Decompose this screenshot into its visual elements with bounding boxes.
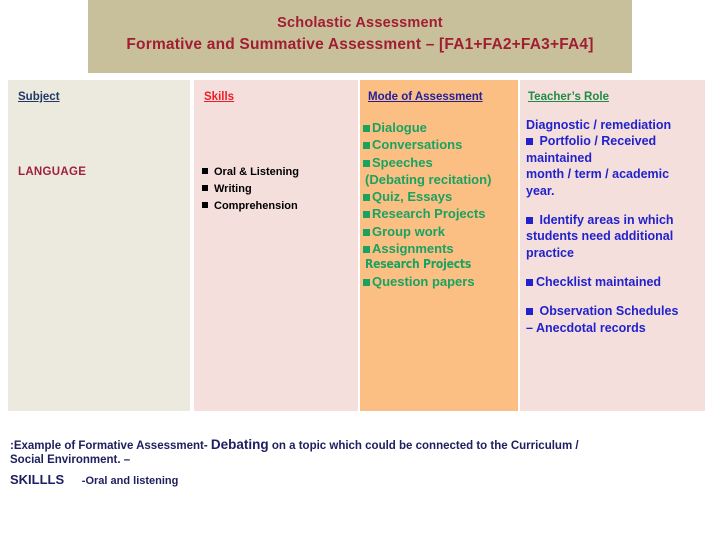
assessment-table [8, 80, 705, 411]
subject-value-language: LANGUAGE [18, 166, 87, 178]
footer-note [10, 437, 710, 487]
mode-of-assessment-item-label: (Debating recitation) [365, 171, 492, 187]
skills-list [194, 164, 358, 215]
column-header-teachers-role: Teacher’s Role [528, 91, 609, 103]
teachers-role-item [526, 166, 702, 182]
mode-of-assessment-item-label: Dialogue [372, 120, 427, 135]
square-bullet-icon [363, 160, 370, 167]
square-bullet-icon [363, 211, 370, 218]
square-bullet-icon [363, 142, 370, 149]
teachers-role-item [526, 245, 702, 261]
square-bullet-icon [526, 138, 533, 145]
footer-line-skills [10, 472, 710, 487]
mode-of-assessment-item [363, 154, 518, 171]
teachers-role-spacer [526, 290, 702, 303]
teachers-role-item [526, 117, 702, 133]
mode-of-assessment-item-label: Conversations [372, 137, 463, 153]
teachers-role-list [520, 117, 705, 336]
skills-list-item-label: Oral & Listening [214, 166, 299, 178]
mode-of-assessment-item-label: Speeches [372, 154, 433, 170]
teachers-role-item [526, 212, 702, 228]
mode-of-assessment-item-label: Group work [372, 223, 445, 239]
header-banner [88, 0, 632, 73]
skills-list-item-label: Writing [214, 183, 252, 196]
footer-line-social-environment: Social Environment. – [10, 454, 131, 466]
column-header-mode-of-assessment: Mode of Assessment [368, 91, 483, 103]
teachers-role-item-label: Portfolio / Received [536, 134, 657, 149]
teachers-role-spacer [526, 199, 702, 212]
skills-list-item-label: Comprehension [214, 200, 298, 213]
teachers-role-item [526, 183, 702, 199]
teachers-role-item-label: students need additional [526, 229, 674, 244]
square-bullet-icon [363, 125, 370, 132]
skills-list-item [202, 181, 358, 198]
mode-of-assessment-item [363, 223, 518, 240]
square-bullet-icon [363, 229, 370, 236]
banner-title-secondary: Formative and Summative Assessment – [FA1+FA2+FA3+FA4] [126, 36, 594, 54]
column-header-subject: Subject [18, 91, 60, 103]
mode-of-assessment-item [363, 273, 518, 290]
square-bullet-icon [202, 185, 208, 191]
teachers-role-item-label: practice [526, 245, 574, 260]
table-column-teachers-role [520, 80, 705, 411]
mode-of-assessment-item-label: Quiz, Essays [372, 189, 453, 205]
mode-of-assessment-item-label: Research Projects [372, 206, 486, 222]
teachers-role-item [526, 303, 702, 319]
teachers-role-item-label: Checklist maintained [536, 275, 662, 289]
table-column-skills [194, 80, 358, 411]
mode-of-assessment-item-label: Assignments [372, 240, 454, 256]
banner-title-primary: Scholastic Assessment [277, 15, 443, 31]
footer-example-prefix: :Example of Formative Assessment- [10, 440, 208, 452]
teachers-role-item-label: maintained [526, 150, 592, 165]
skills-list-item [202, 164, 358, 181]
mode-of-assessment-item [363, 171, 518, 188]
footer-example-suffix: on a topic which could be connected to the Curriculum / [271, 440, 579, 452]
teachers-role-item-label: Diagnostic / remediation [526, 118, 672, 132]
mode-of-assessment-item [363, 119, 518, 136]
footer-skills-label: SKILLLS [10, 472, 65, 487]
square-bullet-icon [526, 217, 533, 224]
teachers-role-spacer [526, 261, 702, 274]
mode-of-assessment-item [363, 188, 518, 205]
square-bullet-icon [363, 279, 370, 286]
square-bullet-icon [363, 246, 370, 253]
skills-list-item [202, 198, 358, 215]
footer-line-example [10, 437, 710, 452]
square-bullet-icon [202, 202, 208, 208]
teachers-role-item-label: year. [526, 183, 555, 198]
mode-of-assessment-item [363, 257, 518, 273]
mode-of-assessment-list [360, 119, 518, 290]
square-bullet-icon [526, 279, 533, 286]
column-header-skills: Skills [204, 91, 235, 103]
teachers-role-item [526, 150, 702, 166]
mode-of-assessment-item [363, 240, 518, 257]
teachers-role-item [526, 228, 702, 244]
teachers-role-item-label: Observation Schedules [536, 304, 679, 319]
teachers-role-item [526, 320, 702, 336]
mode-of-assessment-item-label: Research Projects [365, 257, 472, 272]
teachers-role-item-label: Identify areas in which [536, 212, 674, 227]
teachers-role-item [526, 133, 702, 149]
teachers-role-item-label: month / term / academic [526, 167, 670, 182]
footer-example-emphasis: Debating [210, 437, 269, 452]
table-column-subject [8, 80, 190, 411]
teachers-role-item [526, 274, 702, 290]
square-bullet-icon [202, 168, 208, 174]
footer-skills-detail: -Oral and listening [81, 475, 179, 487]
square-bullet-icon [363, 194, 370, 201]
square-bullet-icon [526, 308, 533, 315]
table-column-mode-of-assessment [360, 80, 518, 411]
mode-of-assessment-item [363, 136, 518, 153]
teachers-role-item-label: – Anecdotal records [526, 320, 646, 335]
mode-of-assessment-item-label: Question papers [372, 274, 475, 290]
mode-of-assessment-item [363, 205, 518, 222]
